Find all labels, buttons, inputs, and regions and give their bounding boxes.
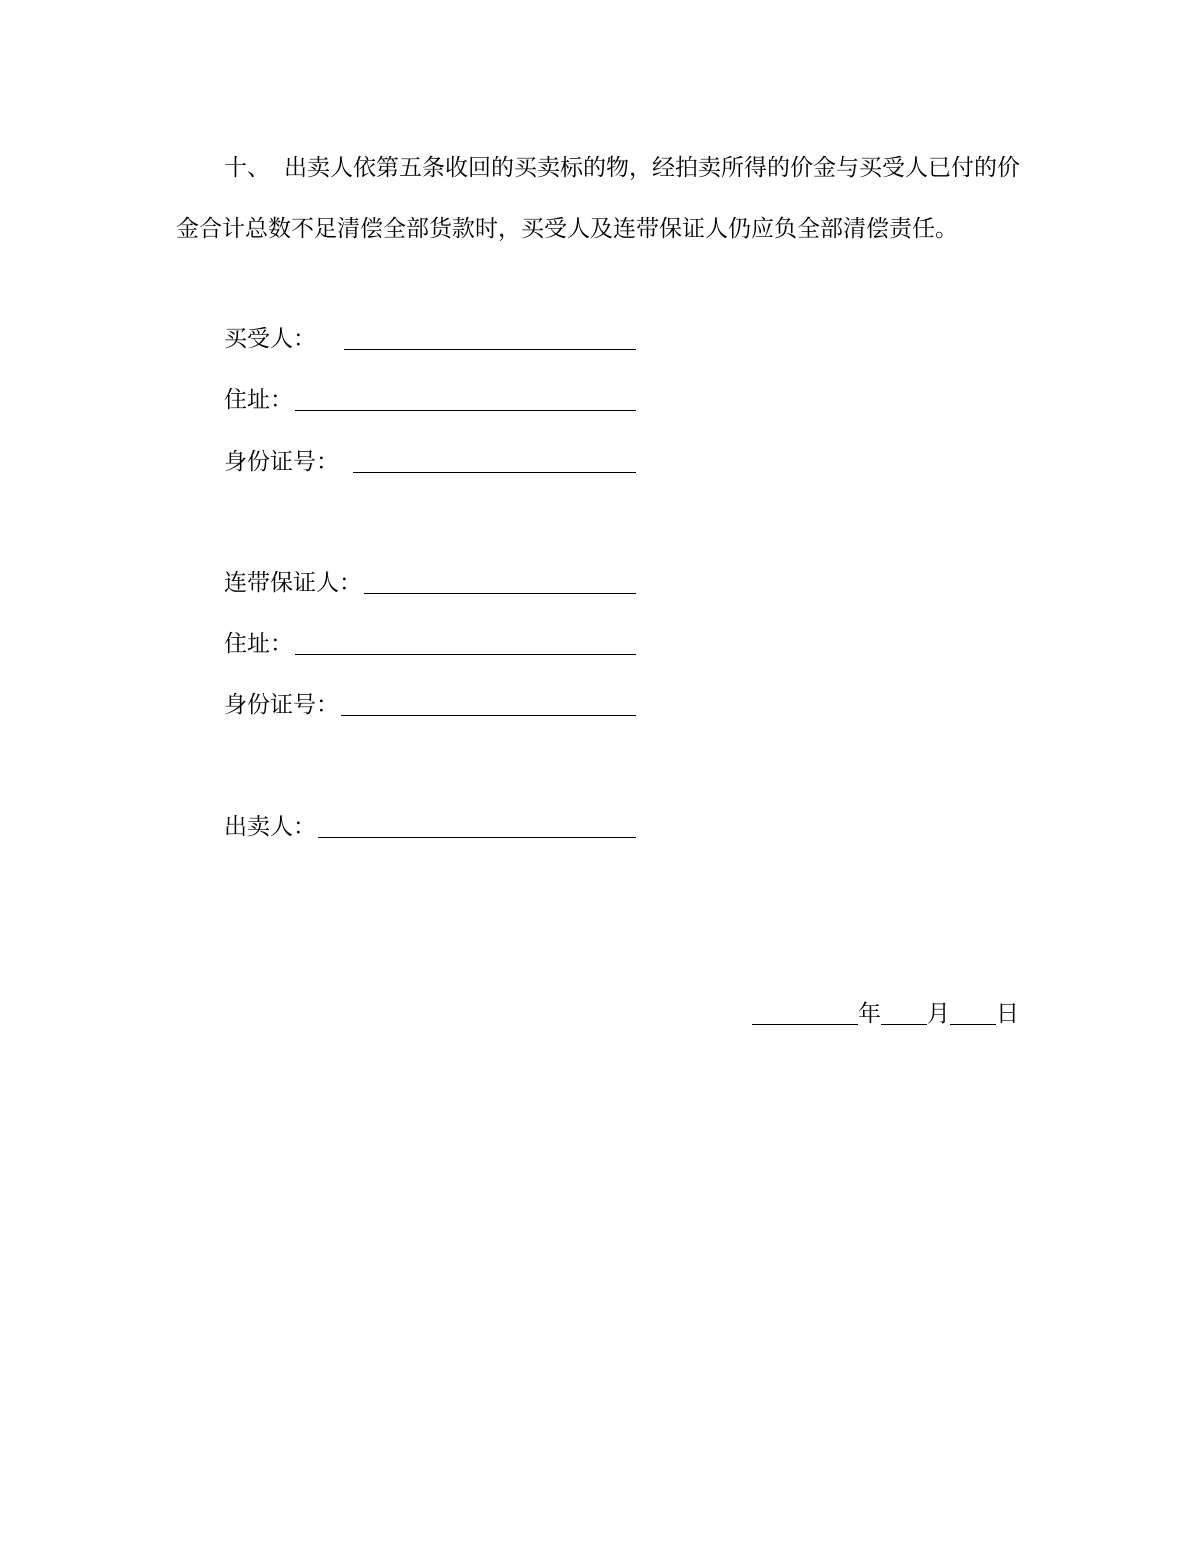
buyer-name-blank[interactable] — [344, 349, 636, 350]
guarantor-address-blank[interactable] — [295, 654, 636, 655]
seller-name-field[interactable] — [224, 808, 636, 842]
clause-line-2: 金合计总数不足清偿全部货款时，买受人及连带保证人仍应负全部清偿责任。 — [176, 216, 958, 242]
buyer-name-label: 买受人： — [224, 326, 316, 352]
day-blank[interactable] — [950, 1024, 996, 1025]
guarantor-address-field[interactable] — [224, 625, 636, 659]
clause-text-1: 出卖人依第五条收回的买卖标的物，经拍卖所得的价金与买受人已付的价 — [284, 155, 1020, 181]
signing-date — [752, 995, 1019, 1029]
year-label: 年 — [858, 1001, 881, 1027]
clause-ten — [176, 138, 1026, 260]
buyer-address-blank[interactable] — [295, 410, 636, 411]
clause-number: 十、 — [224, 155, 270, 181]
seller-name-blank[interactable] — [318, 837, 636, 838]
guarantor-name-label: 连带保证人： — [224, 570, 362, 596]
year-blank[interactable] — [752, 1024, 858, 1025]
buyer-name-field[interactable] — [224, 320, 636, 354]
month-label: 月 — [927, 1001, 950, 1027]
day-label: 日 — [996, 1001, 1019, 1027]
guarantor-id-blank[interactable] — [341, 715, 636, 716]
guarantor-name-field[interactable] — [224, 564, 636, 598]
guarantor-id-field[interactable] — [224, 686, 636, 720]
buyer-address-label: 住址： — [224, 387, 293, 413]
seller-name-label: 出卖人： — [224, 814, 316, 840]
buyer-address-field[interactable] — [224, 381, 636, 415]
buyer-id-label: 身份证号： — [224, 449, 339, 475]
guarantor-id-label: 身份证号： — [224, 692, 339, 718]
buyer-id-blank[interactable] — [353, 472, 636, 473]
guarantor-name-blank[interactable] — [364, 593, 636, 594]
clause-line-1 — [176, 138, 1026, 199]
guarantor-address-label: 住址： — [224, 631, 293, 657]
buyer-id-field[interactable] — [224, 443, 636, 477]
month-blank[interactable] — [881, 1024, 927, 1025]
